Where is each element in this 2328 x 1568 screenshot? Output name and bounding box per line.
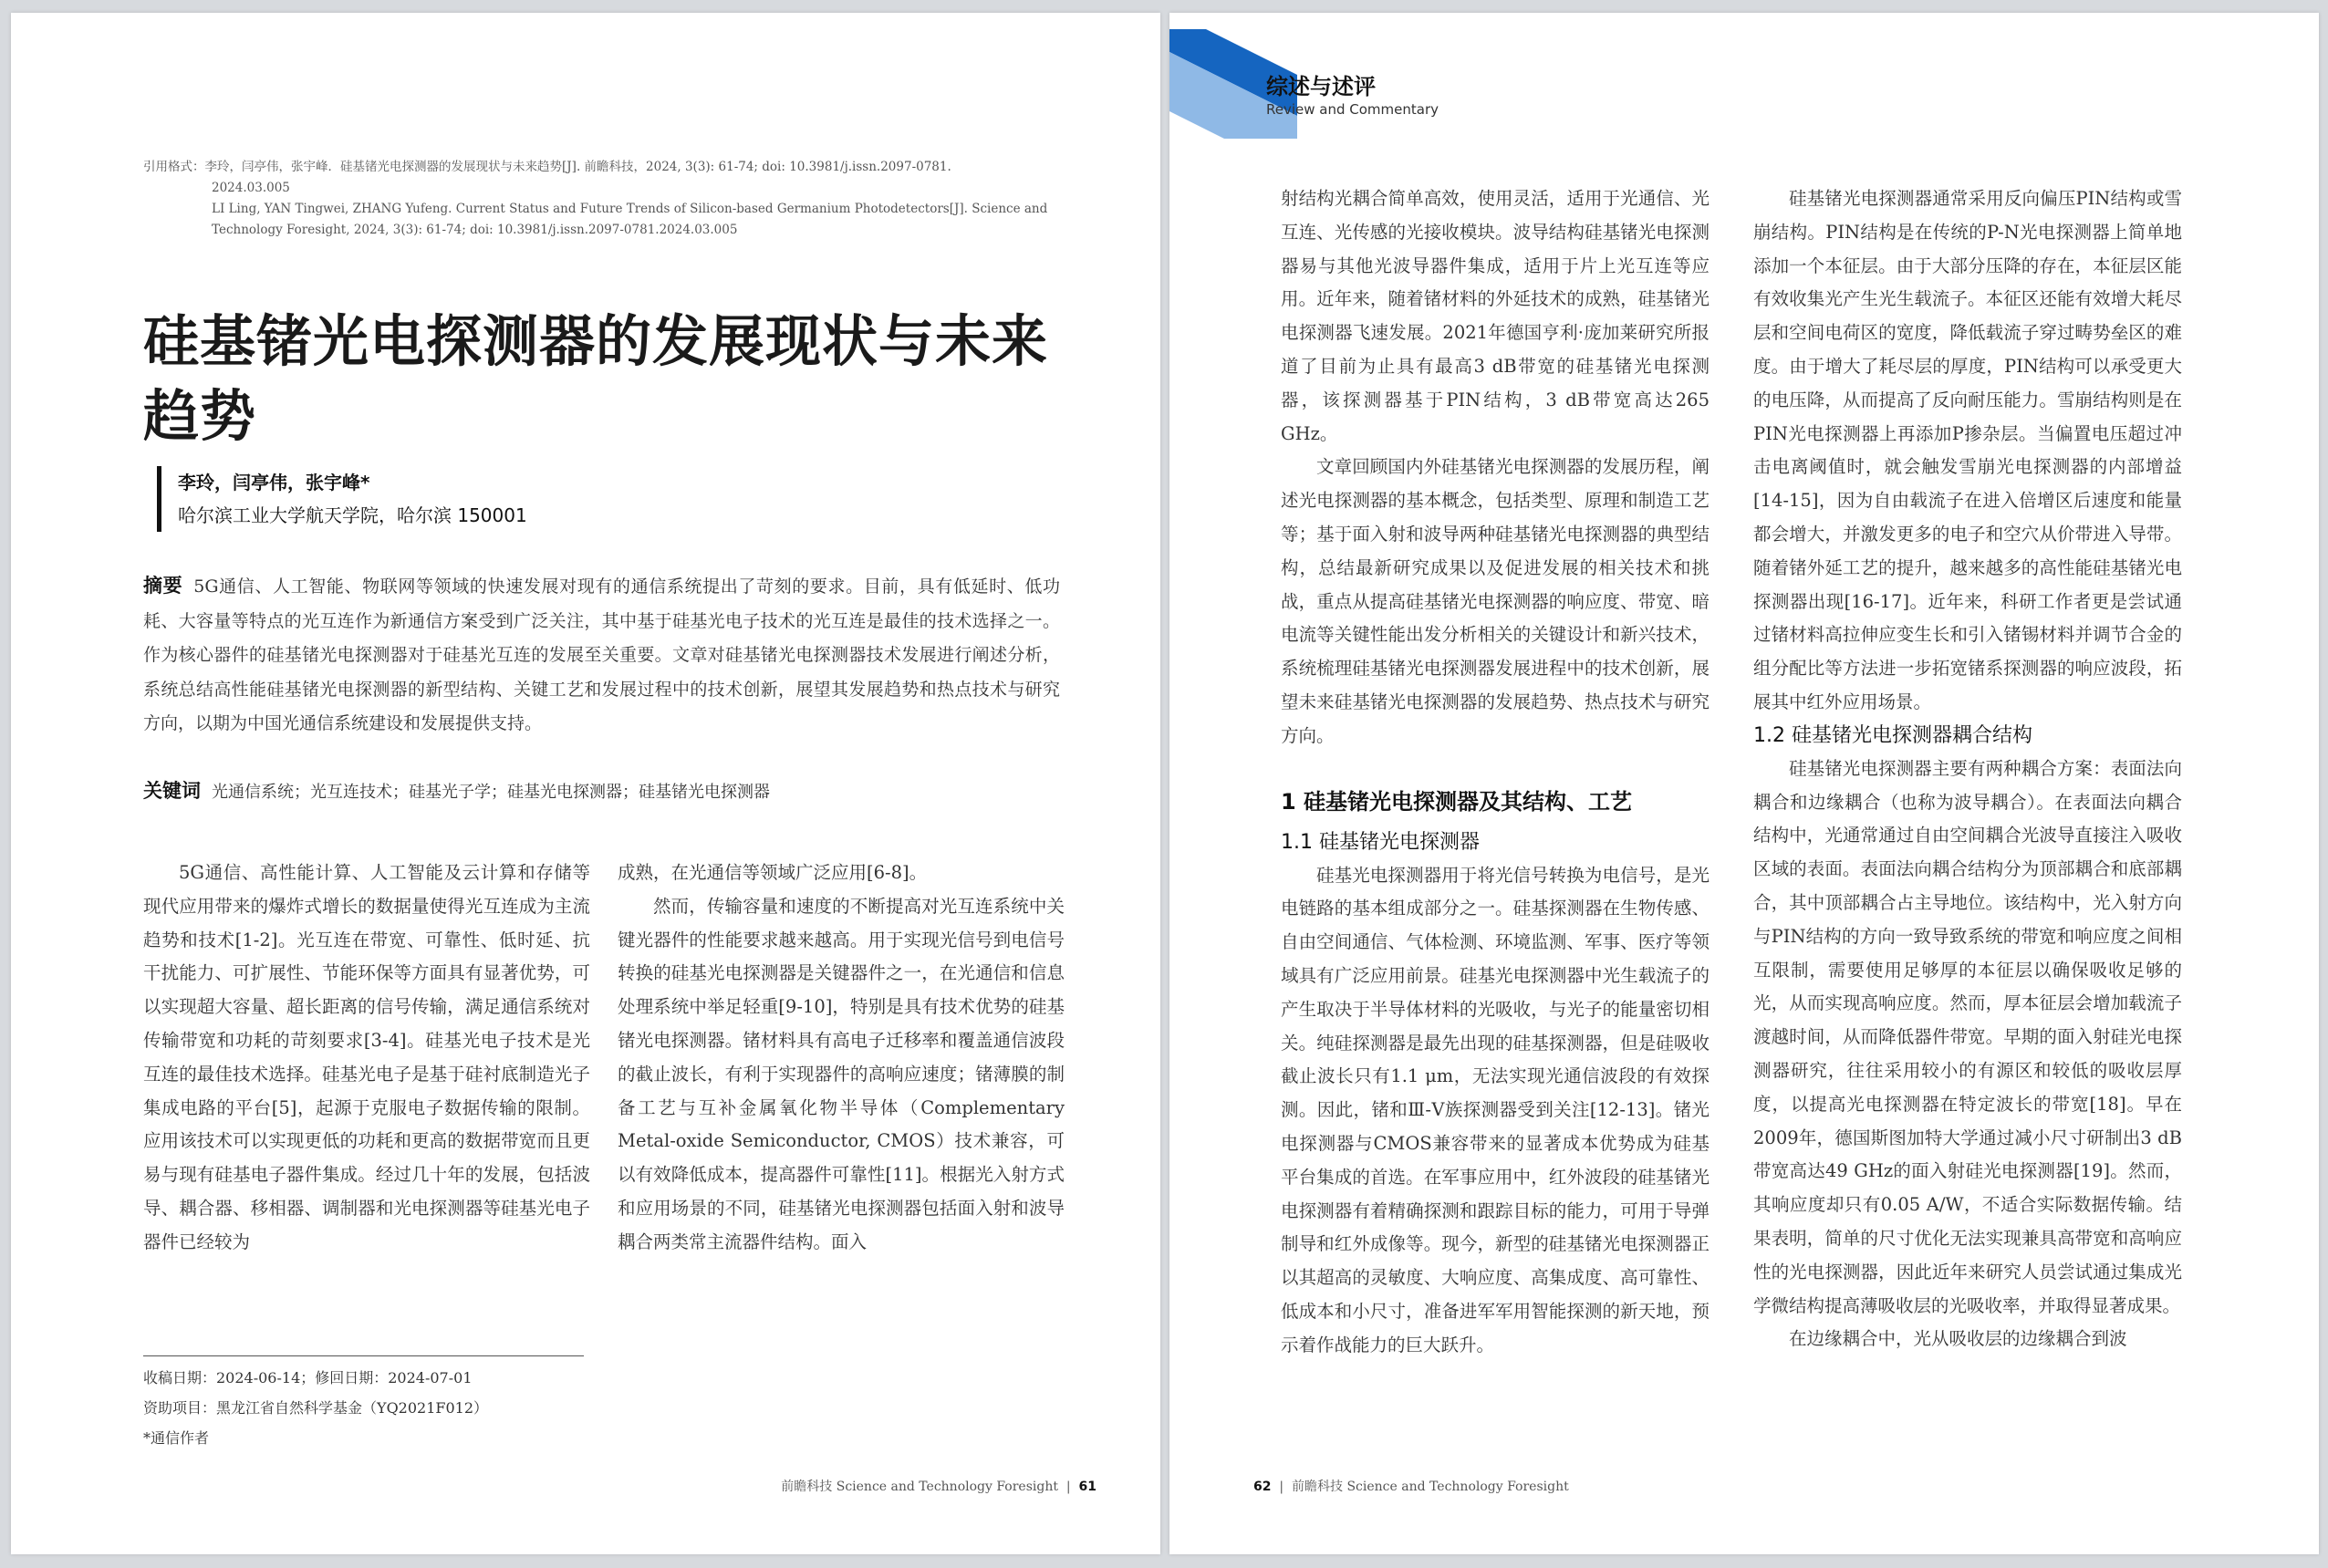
paragraph: 5G通信、高性能计算、人工智能及云计算和存储等现代应用带来的爆炸式增长的数据量使得光互连成为主流趋势和技术[1-2]。光互连在带宽、可靠性、低时延、抗干扰能力、可扩展性、节能环保等方面具有显著优势，可以实现超大容量、超长距离的信号传输，满足通信系统对传输带宽和功耗的苛刻要求[3-4]。硅基光电子技术是光互连的最佳技术选择。硅基光电子是基于硅衬底制造光子集成电路的平台[5]，起源于克服电子数据传输的限制。应用该技术可以实现更低的功耗和更高的数据带宽而且更易与现有硅基电子器件集成。经过几十年的发展，包括波导、耦合器、移相器、调制器和光电探测器等硅基光电子器件已经较为 — [143, 862, 590, 1252]
section-heading-1-1: 1.1 硅基锗光电探测器 — [1281, 830, 1480, 854]
page-footer-right — [1253, 1477, 1569, 1495]
paragraph: 硅基锗光电探测器通常采用反向偏压PIN结构或雪崩结构。PIN结构是在传统的P-N光电探测器上简单地添加一个本征层。由于大部分压降的存在，本征层区能有效收集光产生光生载流子。本征区还能有效增大耗尽层和空间电荷区的宽度，降低载流子穿过畴势垒区的难度。由于增大了耗尽层的厚度，PIN结构可以承受更大的电压降，从而提高了反向耐压能力。雪崩结构则是在PIN光电探测器上再添加P掺杂层。当偏置电压超过冲击电离阈值时，就会触发雪崩光电探测器的内部增益[14-15]，因为自由载流子在进入倍增区后速度和能量都会增大，并激发更多的电子和空穴从价带进入导带。随着锗外延工艺的提升，越来越多的高性能硅基锗光电探测器出现[16-17]。近年来，科研工作者更是尝试通过锗材料高拉伸应变生长和引入锗锡材料并调节合金的组分配比等方法进一步拓宽锗系探测器的响应波段，拓展其中红外应用场景。 — [1753, 188, 2182, 712]
abstract-label: 摘要 — [143, 575, 183, 597]
paragraph: 在边缘耦合中，光从吸收层的边缘耦合到波 — [1789, 1328, 2127, 1350]
footnote-corresponding: *通信作者 — [143, 1429, 210, 1447]
citation-cn-cont: 2024.03.005 — [212, 181, 290, 195]
citation-en: LI Ling, YAN Tingwei, ZHANG Yufeng. Current Status and Future Trends of Silicon-based Germanium Photodetectors[J]. Science and — [212, 202, 1048, 216]
right-column-1 — [1281, 182, 1710, 1363]
section-tag-en: Review and Commentary — [1266, 101, 1439, 118]
section-heading-1: 1 硅基锗光电探测器及其结构、工艺 — [1281, 788, 1633, 815]
page-number: 62 — [1253, 1480, 1272, 1494]
paragraph: 射结构光耦合简单高效，使用灵活，适用于光通信、光互连、光传感的光接收模块。波导结构硅基锗光电探测器易与其他光波导器件集成，适用于片上光互连等应用。近年来，随着锗材料的外延技术的成熟，硅基锗光电探测器飞速发展。2021年德国亨利·庞加莱研究所报道了目前为止具有最高3 dB带宽的硅基锗光电探测器，该探测器基于PIN结构，3 dB带宽高达265 GHz。 — [1281, 188, 1710, 444]
affiliation: 哈尔滨工业大学航天学院，哈尔滨 150001 — [178, 504, 527, 526]
abstract — [143, 569, 1060, 742]
authors: 李玲，闫亭伟，张宇峰* — [178, 472, 370, 493]
paragraph: 文章回顾国内外硅基锗光电探测器的发展历程，阐述光电探测器的基本概念，包括类型、原理和制造工艺等；基于面入射和波导两种硅基锗光电探测器的典型结构，总结最新研究成果以及促进发展的相关技术和挑战，重点从提高硅基锗光电探测器的响应度、带宽、暗电流等关键性能出发分析相关的关键设计和新兴技术，系统梳理硅基锗光电探测器发展进程中的技术创新，展望未来硅基锗光电探测器的发展趋势、热点技术与研究方向。 — [1281, 456, 1710, 746]
abstract-text: 5G通信、人工智能、物联网等领域的快速发展对现有的通信系统提出了苛刻的要求。目前，具有低延时、低功耗、大容量等特点的光互连作为新通信方案受到广泛关注，其中基于硅基光电子技术的光互连是最佳的技术选择之一。作为核心器件的硅基锗光电探测器对于硅基光互连的发展至关重要。文章对硅基锗光电探测器技术发展进行阐述分析，系统总结高性能硅基锗光电探测器的新型结构、关键工艺和发展过程中的技术创新，展望其发展趋势和热点技术与研究方向，以期为中国光通信系统建设和发展提供支持。 — [143, 576, 1060, 733]
article-title — [143, 305, 1065, 454]
citation-en-cont: Technology Foresight, 2024, 3(3): 61-74; doi: 10.3981/j.issn.2097-0781.2024.03.005 — [212, 223, 738, 237]
title-line-2: 趋势 — [143, 384, 257, 449]
keywords-label: 关键词 — [143, 780, 201, 802]
left-column-1 — [143, 857, 590, 1260]
right-page — [1169, 13, 2319, 1554]
page-footer-left — [781, 1477, 1096, 1495]
citation-block — [143, 157, 1055, 241]
journal-name: 前瞻科技 Science and Technology Foresight — [1292, 1480, 1569, 1494]
footnote-divider — [143, 1355, 584, 1356]
page-number: 61 — [1078, 1480, 1096, 1494]
title-line-1: 硅基锗光电探测器的发展现状与未来 — [143, 309, 1049, 374]
paragraph: 然而，传输容量和速度的不断提高对光互连系统中关键光器件的性能要求越来越高。用于实现光信号到电信号转换的硅基光电探测器是关键器件之一，在光通信和信息处理系统中举足轻重[9-10]，特别是具有技术优势的硅基锗光电探测器。锗材料具有高电子迁移率和覆盖通信波段的截止波长，有利于实现器件的高响应速度；锗薄膜的制备工艺与互补金属氧化物半导体（Complementary Metal-oxide Semiconductor, CMOS）技术兼容，可以有效降低成本，提高器件可靠性[11]。根据光入射方式和应用场景的不同，硅基锗光电探测器包括面入射和波导耦合两类常主流器件结构。面入 — [618, 895, 1065, 1252]
right-column-2 — [1753, 182, 2182, 1356]
keywords-text: 光通信系统；光互连技术；硅基光子学；硅基光电探测器；硅基锗光电探测器 — [212, 783, 770, 802]
paragraph: 成熟，在光通信等领域广泛应用[6-8]。 — [618, 862, 928, 883]
paragraph: 硅基光电探测器用于将光信号转换为电信号，是光电链路的基本组成部分之一。硅基探测器在生物传感、自由空间通信、气体检测、环境监测、军事、医疗等领域具有广泛应用前景。硅基光电探测器中光生载流子的产生取决于半导体材料的光吸收，与光子的能量密切相关。纯硅探测器是最先出现的硅基探测器，但是硅吸收截止波长只有1.1 μm，无法实现光通信波段的有效探测。因此，锗和Ⅲ-Ⅴ族探测器受到关注[12-13]。锗光电探测器与CMOS兼容带来的显著成本优势成为硅基平台集成的首选。在军事应用中，红外波段的硅基锗光电探测器有着精确探测和跟踪目标的能力，可用于导弹制导和红外成像等。现今，新型的硅基锗光电探测器正以其超高的灵敏度、大响应度、高集成度、高可靠性、低成本和小尺寸，准备进军军用智能探测的新天地，预示着作战能力的巨大跃升。 — [1281, 864, 1710, 1355]
left-column-2 — [618, 857, 1065, 1260]
folio-separator: | — [1065, 1480, 1071, 1494]
citation-cn: 引用格式：李玲，闫亭伟，张宇峰．硅基锗光电探测器的发展现状与未来趋势[J]. 前瞻科技，2024, 3(3): 61-74; doi: 10.3981/j.issn.2097-0781. — [143, 160, 951, 174]
paragraph: 硅基锗光电探测器主要有两种耦合方案：表面法向耦合和边缘耦合（也称为波导耦合）。在表面法向耦合结构中，光通常通过自由空间耦合光波导直接注入吸收区域的表面。表面法向耦合结构分为顶部耦合和底部耦合，其中顶部耦合占主导地位。该结构中，光入射方向与PIN结构的方向一致导致系统的带宽和响应度之间相互限制，需要使用足够厚的本征层以确保吸收足够的光，从而实现高响应度。然而，厚本征层会增加载流子渡越时间，从而降低器件带宽。早期的面入射硅光电探测器研究，往往采用较小的有源区和较低的吸收层厚度，以提高光电探测器在特定波长的带宽[18]。早在2009年，德国斯图加特大学通过减小尺寸研制出3 dB带宽高达49 GHz的面入射硅光电探测器[19]。然而，其响应度却只有0.05 A/W，不适合实际数据传输。结果表明，简单的尺寸优化无法实现兼具高带宽和高响应性的光电探测器，因此近年来研究人员尝试通过集成光学微结构提高薄吸收层的光吸收率，并取得显著成果。 — [1753, 757, 2182, 1316]
keywords — [143, 775, 1060, 808]
journal-name: 前瞻科技 Science and Technology Foresight — [781, 1480, 1058, 1494]
section-tag-cn: 综述与述评 — [1266, 74, 1376, 99]
section-heading-1-2: 1.2 硅基锗光电探测器耦合结构 — [1753, 723, 2032, 747]
left-page — [11, 13, 1160, 1554]
folio-separator: | — [1279, 1480, 1284, 1494]
footnotes — [143, 1363, 782, 1453]
section-tag — [1266, 73, 1439, 119]
author-block — [157, 466, 527, 532]
footnote-dates: 收稿日期：2024-06-14；修回日期：2024-07-01 — [143, 1369, 473, 1386]
footnote-funding: 资助项目：黑龙江省自然科学基金（YQ2021F012） — [143, 1399, 489, 1417]
